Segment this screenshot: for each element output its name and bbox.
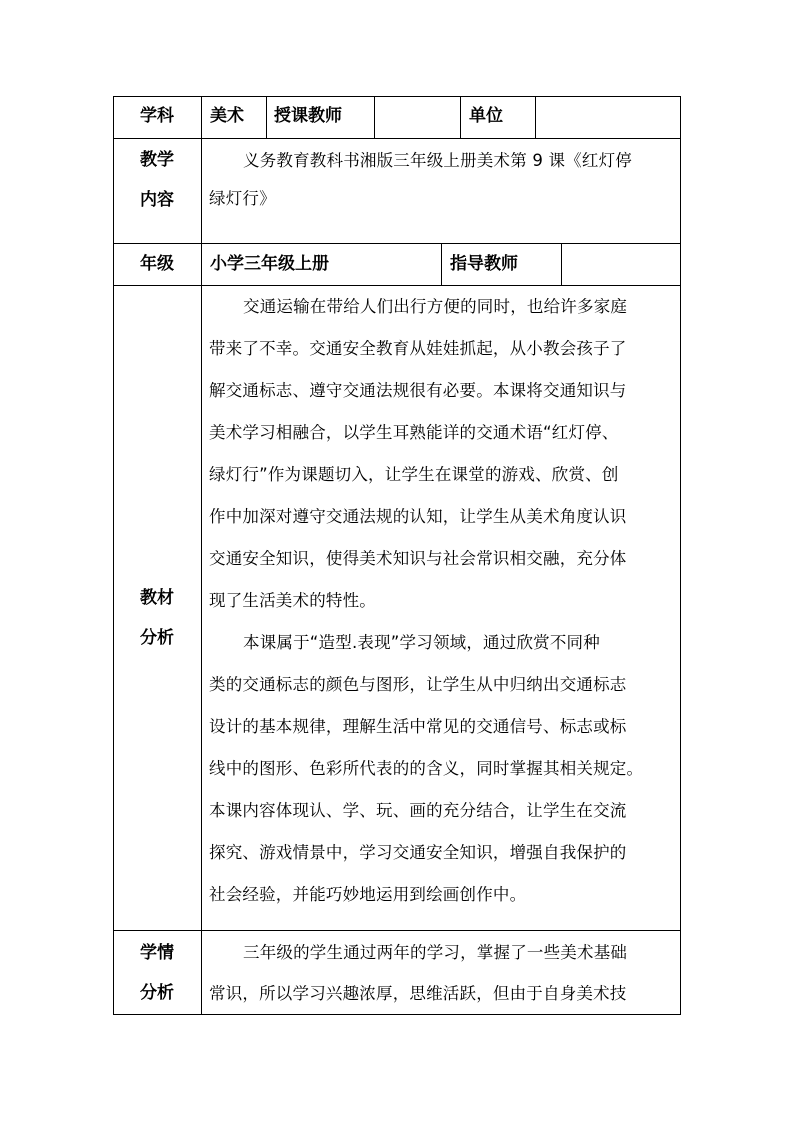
subject-label: 学科 — [140, 106, 174, 126]
analysis-line: 探究、游戏情景中，学习交通安全知识，增强自我保护的 — [209, 843, 627, 862]
analysis-line: 设计的基本规律，理解生活中常见的交通信号、标志或标 — [209, 717, 627, 736]
analysis-label-line2: 分析 — [140, 628, 174, 648]
analysis-label-line1: 教材 — [140, 588, 174, 608]
unit-label: 单位 — [469, 106, 503, 126]
grade-value: 小学三年级上册 — [210, 254, 329, 274]
learner-line: 三年级的学生通过两年的学习，掌握了一些美术基础 — [243, 943, 628, 962]
analysis-line: 交通运输在带给人们出行方便的同时，也给许多家庭 — [243, 297, 628, 316]
analysis-line: 类的交通标志的颜色与图形，让学生从中归纳出交通标志 — [209, 675, 627, 694]
learner-line: 常识，所以学习兴趣浓厚，思维活跃，但由于自身美术技 — [209, 984, 627, 1003]
content-line: 义务教育教科书湘版三年级上册美术第 9 课《红灯停 — [243, 151, 632, 170]
content-label-line1: 教学 — [140, 150, 174, 170]
analysis-line: 作中加深对遵守交通法规的认知，让学生从美术角度认识 — [209, 507, 627, 526]
guide-label: 指导教师 — [450, 254, 518, 274]
analysis-line: 交通安全知识，使得美术知识与社会常识相交融，充分体 — [209, 549, 627, 568]
teacher-label: 授课教师 — [274, 106, 342, 126]
content-line: 绿灯行》 — [209, 189, 276, 208]
learner-label-line1: 学情 — [140, 943, 174, 963]
analysis-line: 现了生活美术的特性。 — [209, 591, 376, 610]
analysis-line: 线中的图形、色彩所代表的的含义，同时掌握其相关规定。 — [209, 759, 644, 778]
analysis-line: 本课属于“造型.表现”学习领域，通过欣赏不同种 — [243, 633, 600, 652]
analysis-line: 解交通标志、遵守交通法规很有必要。本课将交通知识与 — [209, 381, 627, 400]
grade-label: 年级 — [140, 254, 174, 274]
analysis-line: 本课内容体现认、学、玩、画的充分结合，让学生在交流 — [209, 801, 627, 820]
learner-label-line2: 分析 — [140, 983, 174, 1003]
content-label-line2: 内容 — [140, 190, 174, 210]
analysis-line: 社会经验，并能巧妙地运用到绘画创作中。 — [209, 885, 527, 904]
analysis-line: 带来了不幸。交通安全教育从娃娃抓起，从小教会孩子了 — [209, 339, 627, 358]
analysis-line: 绿灯行”作为课题切入，让学生在课堂的游戏、欣赏、创 — [209, 465, 619, 484]
analysis-line: 美术学习相融合，以学生耳熟能详的交通术语“红灯停、 — [209, 423, 619, 442]
subject-value: 美术 — [210, 106, 244, 126]
